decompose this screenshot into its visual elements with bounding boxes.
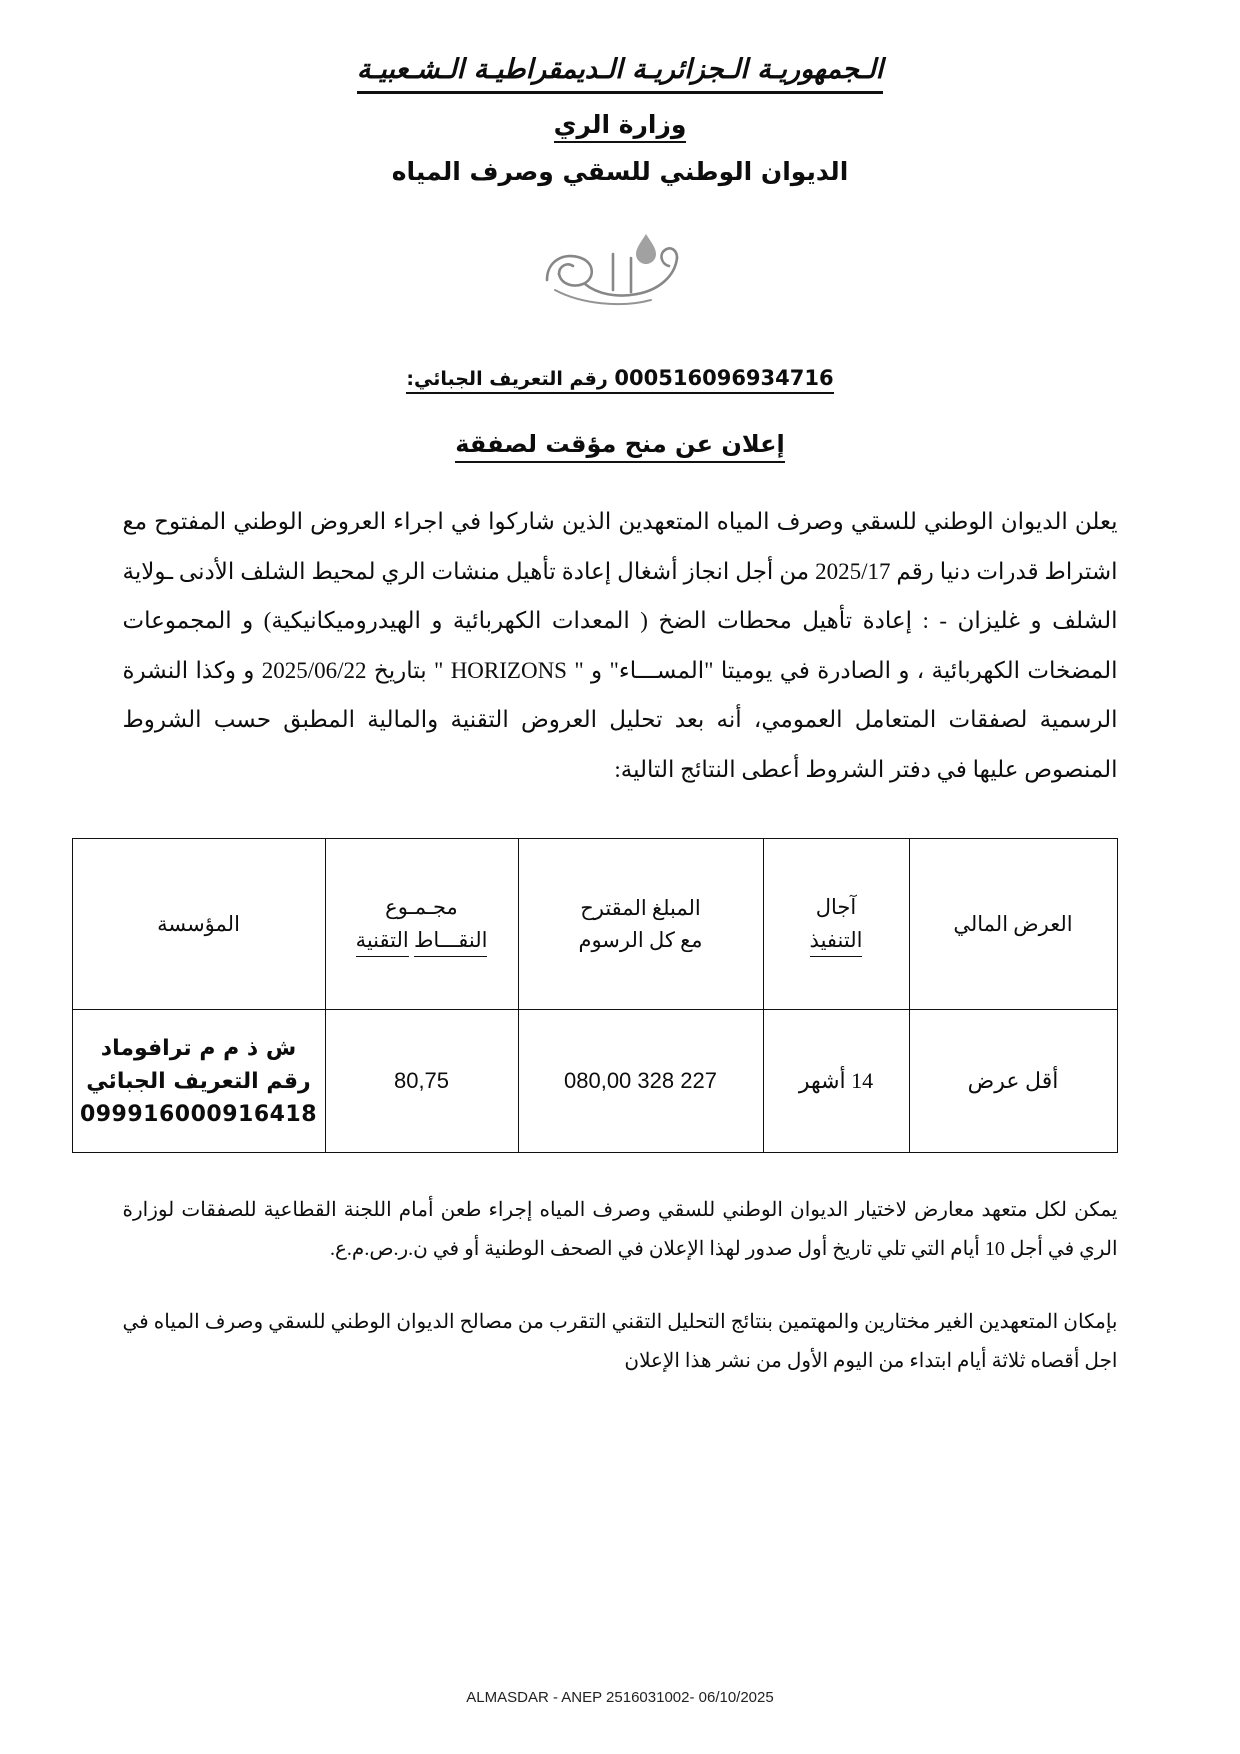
cell-technical-points: 80,75 bbox=[325, 1010, 518, 1153]
cell-financial-offer: أقل عرض bbox=[909, 1010, 1117, 1153]
cell-company bbox=[72, 1010, 325, 1153]
office-title: الديوان الوطني للسقي وصرف المياه bbox=[391, 157, 849, 187]
th-deadline-line2: التنفيذ bbox=[810, 924, 863, 958]
logo-container bbox=[0, 224, 1240, 334]
page-title: إعلان عن منح مؤقت لصفقة bbox=[455, 430, 784, 463]
th-deadline-line1: آجال bbox=[815, 895, 857, 920]
th-financial-offer bbox=[909, 839, 1117, 1010]
table-body bbox=[72, 1010, 1117, 1153]
header-republic-line bbox=[0, 52, 1240, 94]
document-header bbox=[0, 0, 1240, 186]
cell-amount: 227 328 080,00 bbox=[518, 1010, 763, 1153]
th-company bbox=[72, 839, 325, 1010]
company-name: ش ذ م م ترافوماد bbox=[100, 1035, 297, 1061]
th-company-label: المؤسسة bbox=[157, 911, 240, 936]
republic-title: الـجمهوريـة الـجزائريـة الـديمقراطيـة الـشـعبيـة bbox=[357, 52, 883, 94]
results-table bbox=[72, 838, 1118, 1153]
table-head bbox=[72, 839, 1117, 1010]
table-header-row bbox=[72, 839, 1117, 1010]
oniid-water-drop-logo-icon bbox=[525, 224, 715, 329]
th-points-line3: التقنية bbox=[356, 924, 409, 958]
tax-id-label: رقم التعريف الجبائي: bbox=[406, 368, 608, 391]
company-nif-value: 099916000916418 bbox=[79, 1101, 318, 1127]
tax-id-row bbox=[0, 366, 1240, 394]
paragraph-announcement: يعلن الديوان الوطني للسقي وصرف المياه المتعهدين الذين شاركوا في اجراء العروض الوطني المفتوح مع اشتراط قدرات دنيا رقم 2025/17 من أجل انجاز أشغال إعادة تأهيل منشات الري لمحيط الشلف الأدنى ـولاية الشلف و غليزان - : إعادة تأهيل محطات الضخ ( المعدات الكهربائية و الهيدروميكانيكية) و المجموعات المضخات الكهربائية ، و الصادرة في يوميتا "المســـاء" و " HORIZONS " بتاريخ 2025/06/22 و وكذا النشرة الرسمية لصفقات المتعامل العمومي، أنه بعد تحليل العروض التقنية والمالية المطبق حسب الشروط المنصوص عليها في دفتر الشروط أعطى النتائج التالية: bbox=[122, 509, 1118, 782]
th-points-line1: مجـمـوع bbox=[385, 895, 458, 920]
th-amount-line1: المبلغ المقترح bbox=[580, 895, 701, 920]
page-title-row bbox=[0, 430, 1240, 463]
th-financial-offer-label: العرض المالي bbox=[953, 911, 1073, 936]
table-row bbox=[72, 1010, 1117, 1153]
paragraph-appeal: يمكن لكل متعهد معارض لاختيار الديوان الوطني للسقي وصرف المياه إجراء طعن أمام اللجنة القطاعية للصفقات لوزارة الري في أجل 10 أيام التي تلي تاريخ أول صدور لهذا الإعلان في الصحف الوطنية أو في ن.ر.ص.م.ع. bbox=[122, 1199, 1118, 1261]
th-deadline bbox=[763, 839, 909, 1010]
cell-deadline: 14 أشهر bbox=[763, 1010, 909, 1153]
document-footer: ALMASDAR - ANEP 2516031002- 06/10/2025 bbox=[466, 1689, 774, 1706]
paragraph-info: بإمكان المتعهدين الغير مختارين والمهتمين بنتائج التحليل التقني التقرب من مصالح الديوان الوطني للسقي وصرف المياه في اجل أقصاه ثلاثة أيام ابتداء من اليوم الأول من نشر هذا الإعلان bbox=[122, 1311, 1118, 1373]
company-nif-label: رقم التعريف الجبائي bbox=[86, 1068, 311, 1094]
th-technical-points bbox=[325, 839, 518, 1010]
tax-id-inner bbox=[406, 366, 833, 394]
ministry-title: وزارة الري bbox=[554, 110, 687, 143]
tax-id-value: 000516096934716 bbox=[614, 366, 834, 391]
header-ministry-line bbox=[0, 94, 1240, 143]
th-points-line2: النقـــاط bbox=[414, 924, 487, 958]
document-body bbox=[79, 497, 1118, 1381]
th-amount bbox=[518, 839, 763, 1010]
th-amount-line2: مع كل الرسوم bbox=[578, 928, 703, 953]
